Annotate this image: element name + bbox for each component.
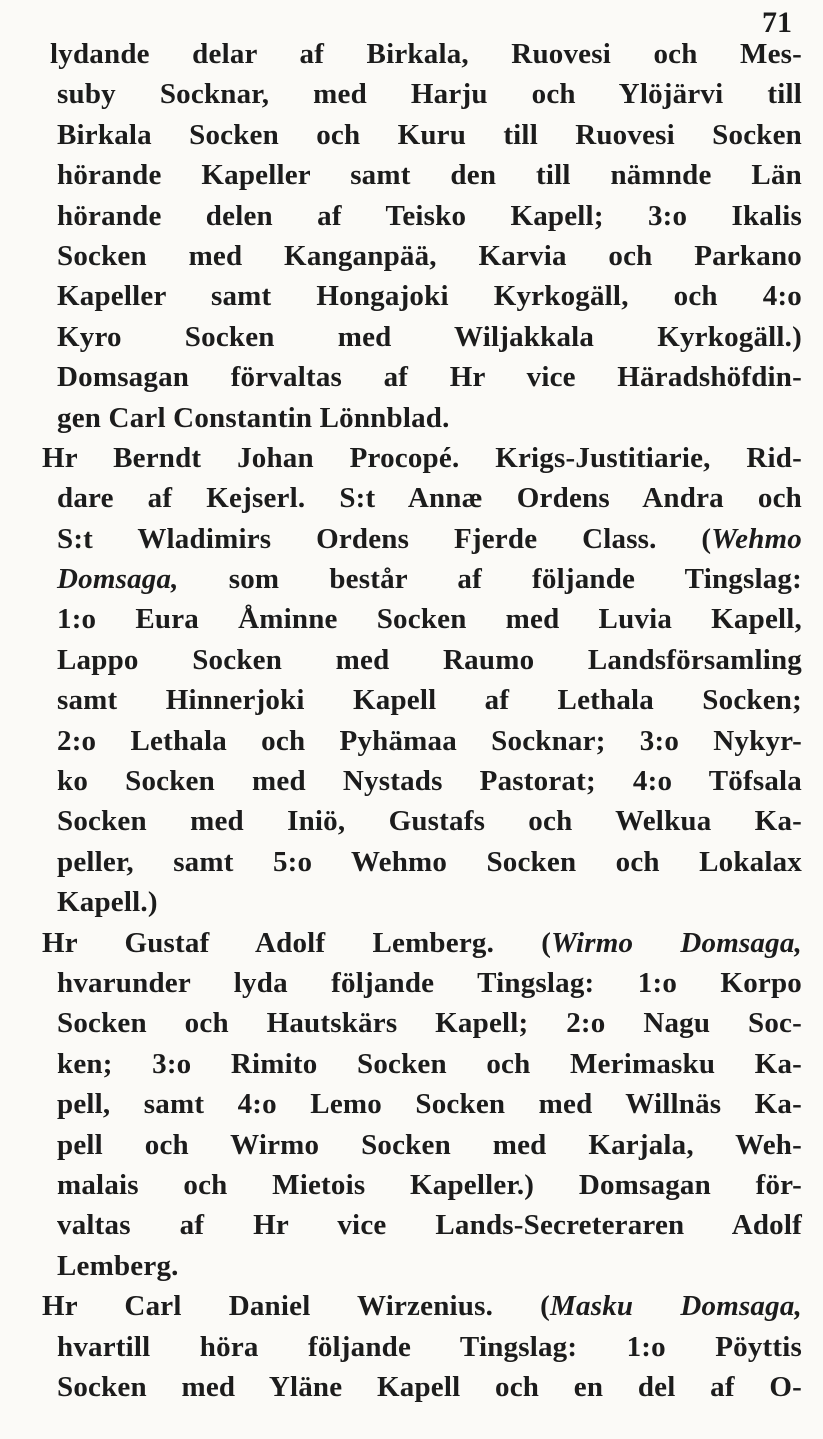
line-text: 2:o Lethala och Pyhämaa Socknar; 3:o Nykyr- xyxy=(57,724,802,757)
line-text: hörande delen af Teisko Kapell; 3:o Ikalis xyxy=(57,199,802,232)
line-text: suby Socknar, med Harju och Ylöjärvi till xyxy=(57,78,802,111)
line-text: hvartill höra följande Tingslag: 1:o Pöyttis xyxy=(57,1330,802,1363)
line-text: peller, samt 5:o Wehmo Socken och Lokalax xyxy=(57,845,802,878)
text-line xyxy=(42,842,802,882)
text-line xyxy=(42,1125,802,1165)
text-line xyxy=(42,1003,802,1043)
line-text: Socken med Iniö, Gustafs och Welkua Ka- xyxy=(57,805,802,838)
text-line xyxy=(42,519,802,559)
line-text: pell, samt 4:o Lemo Socken med Willnäs Ka- xyxy=(57,1088,802,1121)
text-line xyxy=(42,1165,802,1205)
text-line xyxy=(42,721,802,761)
line-text: ko Socken med Nystads Pastorat; 4:o Töfsala xyxy=(57,765,802,798)
text-line xyxy=(42,1044,802,1084)
line-text: samt Hinnerjoki Kapell af Lethala Socken; xyxy=(57,684,802,717)
text-line xyxy=(42,680,802,720)
text-line xyxy=(42,761,802,801)
line-text: Domsagan förvaltas af Hr vice Häradshöfdin- xyxy=(57,361,802,394)
line-text: hvarunder lyda följande Tingslag: 1:o Korpo xyxy=(57,966,802,999)
line-text: ken; 3:o Rimito Socken och Merimasku Ka- xyxy=(57,1047,802,1080)
line-text: Kyro Socken med Wiljakkala Kyrkogäll.) xyxy=(57,320,802,353)
text-line xyxy=(42,801,802,841)
text-line xyxy=(42,1327,802,1367)
line-text: Socken och Hautskärs Kapell; 2:o Nagu Soc- xyxy=(57,1007,802,1040)
line-text: pell och Wirmo Socken med Karjala, Weh- xyxy=(57,1128,802,1161)
text-line xyxy=(42,196,802,236)
line-text: dare af Kejserl. S:t Annæ Ordens Andra och xyxy=(57,482,802,515)
line-text: gen Carl Constantin Lönnblad. xyxy=(57,401,450,434)
text-line xyxy=(42,34,802,74)
line-text: Hr Gustaf Adolf Lemberg. ( xyxy=(42,926,552,959)
italic-text: Wehmo xyxy=(711,522,802,555)
line-text: Lemberg. xyxy=(57,1249,179,1282)
entry-first-line xyxy=(42,923,802,963)
line-text: Socken med Kanganpää, Karvia och Parkano xyxy=(57,239,802,272)
page-number: 71 xyxy=(762,6,792,39)
line-text: Birkala Socken och Kuru till Ruovesi Socken xyxy=(57,118,802,151)
text-line xyxy=(42,640,802,680)
entry-first-line xyxy=(42,1286,802,1326)
text-line xyxy=(42,74,802,114)
line-text: 1:o Eura Åminne Socken med Luvia Kapell, xyxy=(57,603,802,636)
text-line xyxy=(42,317,802,357)
body-text xyxy=(42,34,802,1407)
text-line xyxy=(42,1367,802,1407)
text-line xyxy=(42,478,802,518)
line-text: S:t Wladimirs Ordens Fjerde Class. ( xyxy=(57,522,712,555)
line-text: som består af följande Tingslag: xyxy=(178,563,802,596)
text-line xyxy=(42,276,802,316)
text-line xyxy=(42,398,802,438)
text-line xyxy=(42,559,802,599)
line-text: valtas af Hr vice Lands-Secreteraren Adolf xyxy=(57,1209,802,1242)
text-line xyxy=(42,115,802,155)
line-text: Socken med Yläne Kapell och en del af O- xyxy=(57,1370,802,1403)
italic-text: Domsaga, xyxy=(57,563,179,596)
text-line xyxy=(42,1246,802,1286)
text-line xyxy=(42,1205,802,1245)
text-line xyxy=(42,963,802,1003)
entry-first-line xyxy=(42,438,802,478)
line-text: Hr Berndt Johan Procopé. Krigs-Justitiarie, Rid- xyxy=(42,441,802,474)
line-text: Lappo Socken med Raumo Landsförsamling xyxy=(57,643,802,676)
text-line xyxy=(42,599,802,639)
text-line xyxy=(42,357,802,397)
text-line xyxy=(42,236,802,276)
line-text: lydande delar af Birkala, Ruovesi och Mes- xyxy=(50,38,802,70)
text-line xyxy=(42,155,802,195)
italic-text: Wirmo Domsaga, xyxy=(551,926,802,959)
text-line xyxy=(42,1084,802,1124)
italic-text: Masku Domsaga, xyxy=(550,1290,802,1323)
line-text: Kapell.) xyxy=(57,886,158,919)
line-text: hörande Kapeller samt den till nämnde Län xyxy=(57,159,802,192)
line-text: Kapeller samt Hongajoki Kyrkogäll, och 4:o xyxy=(57,280,802,313)
line-text: malais och Mietois Kapeller.) Domsagan för- xyxy=(57,1168,802,1201)
line-text: Hr Carl Daniel Wirzenius. ( xyxy=(42,1290,551,1323)
text-line xyxy=(42,882,802,922)
